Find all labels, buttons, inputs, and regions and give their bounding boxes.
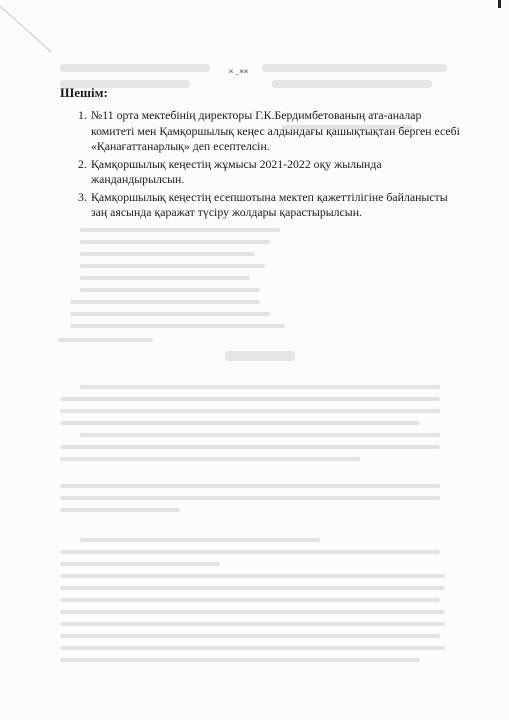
header-mark: ж _жж bbox=[229, 69, 249, 75]
decision-number: 2. bbox=[78, 156, 87, 171]
decision-text: №11 орта мектебінің директоры Г.К.Бердимбетованың ата-аналар комитеті мен Қамқоршылық кеңес алдындағы қашықтықтан берген есебі «Қанағаттанарлық» деп есептелсін. bbox=[91, 108, 460, 153]
decision-item-1 bbox=[78, 108, 461, 155]
decision-text: Қамқоршылық кеңестің жұмысы 2021-2022 оқу жылында жандандырылсын. bbox=[91, 156, 382, 186]
decision-number: 1. bbox=[78, 108, 87, 122]
decision-list bbox=[78, 108, 461, 223]
scan-edge-mark bbox=[498, 0, 501, 8]
decision-item-3 bbox=[78, 189, 461, 221]
decision-number: 3. bbox=[78, 189, 87, 204]
decision-item-2 bbox=[78, 156, 461, 188]
decision-title: Шешім: bbox=[60, 85, 108, 100]
decision-text: Қамқоршылық кеңестің есепшотына мектеп қажеттілігіне байланысты заң аясында қаражат түсіру жолдары қарастырылсын. bbox=[91, 189, 448, 219]
